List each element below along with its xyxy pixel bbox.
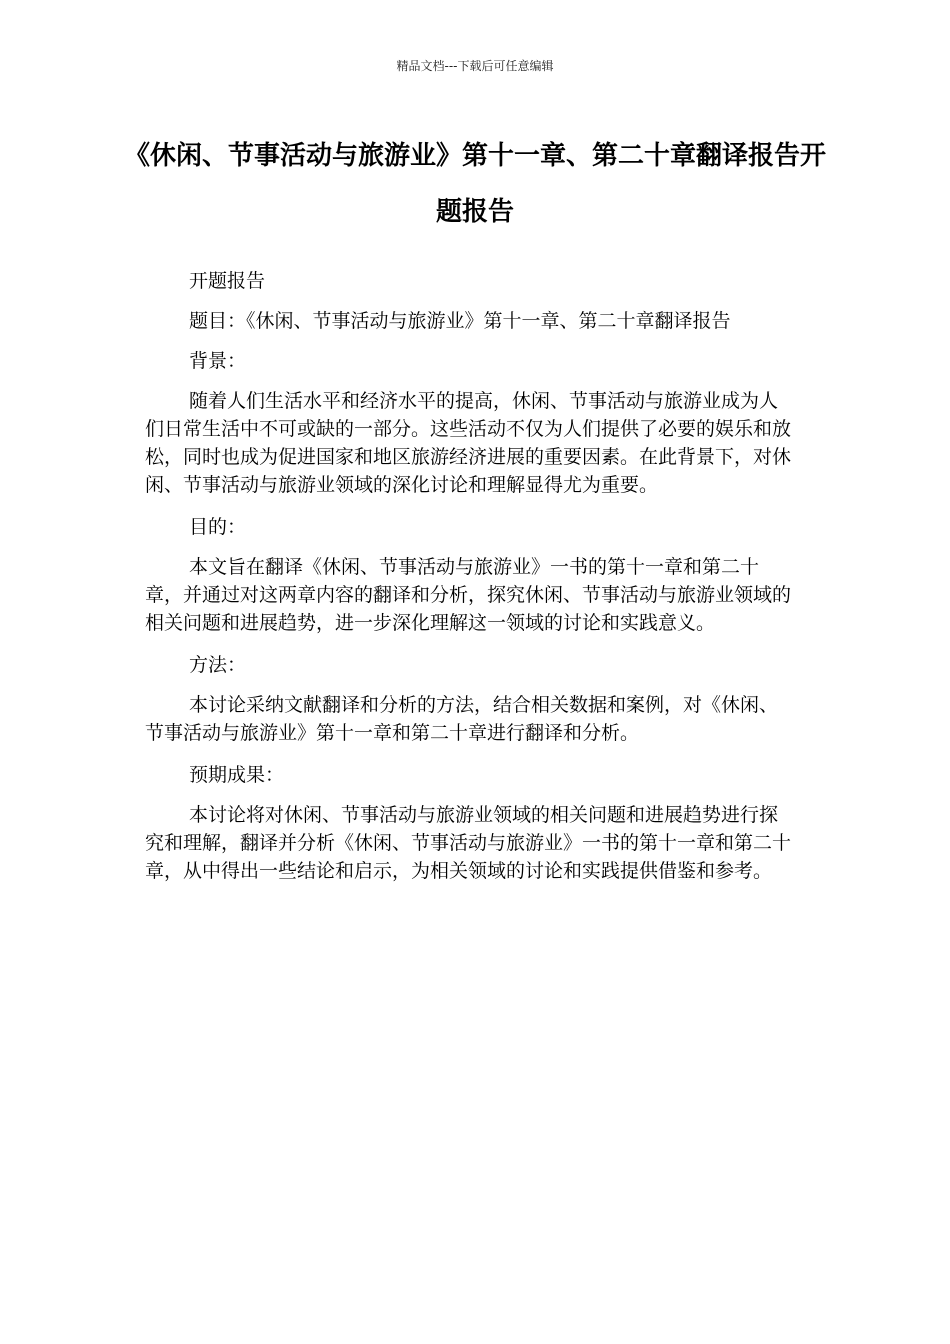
document-title: 《休闲、节事活动与旅游业》第十一章、第二十章翻译报告开题报告 xyxy=(123,141,826,227)
section-label-purpose: 目的： xyxy=(189,516,247,538)
purpose-paragraph: 本文旨在翻译《休闲、节事活动与旅游业》一书的第十一章和第二十章，并通过对这两章内容的翻译和分析，探究休闲、节事活动与旅游业领域的相关问题和进展趋势，进一步深化理解这一领域的讨论和实践意义。 xyxy=(145,556,792,634)
topic-line: 题目：《休闲、节事活动与旅游业》第十一章、第二十章翻译报告 xyxy=(189,310,731,332)
section-label-expected-results: 预期成果： xyxy=(189,764,285,786)
expected-results-paragraph: 本讨论将对休闲、节事活动与旅游业领域的相关问题和进展趋势进行探究和理解，翻译并分析《休闲、节事活动与旅游业》一书的第十一章和第二十章，从中得出一些结论和启示，为相关领域的讨论和实践提供借鉴和参考。 xyxy=(145,804,792,882)
method-paragraph: 本讨论采纳文献翻译和分析的方法，结合相关数据和案例，对《休闲、节事活动与旅游业》第十一章和第二十章进行翻译和分析。 xyxy=(145,694,779,744)
section-label-report: 开题报告 xyxy=(189,270,266,292)
document-body xyxy=(145,267,795,899)
background-paragraph: 随着人们生活水平和经济水平的提高，休闲、节事活动与旅游业成为人们日常生活中不可或缺的一部分。这些活动不仅为人们提供了必要的娱乐和放松，同时也成为促进国家和地区旅游经济进展的重要因素。在此背景下，对休闲、节事活动与旅游业领域的深化讨论和理解显得尤为重要。 xyxy=(145,390,792,496)
section-label-background: 背景： xyxy=(189,350,247,372)
section-label-method: 方法： xyxy=(189,654,247,676)
page-header-watermark: 精品文档---下载后可任意编辑 xyxy=(396,59,554,73)
